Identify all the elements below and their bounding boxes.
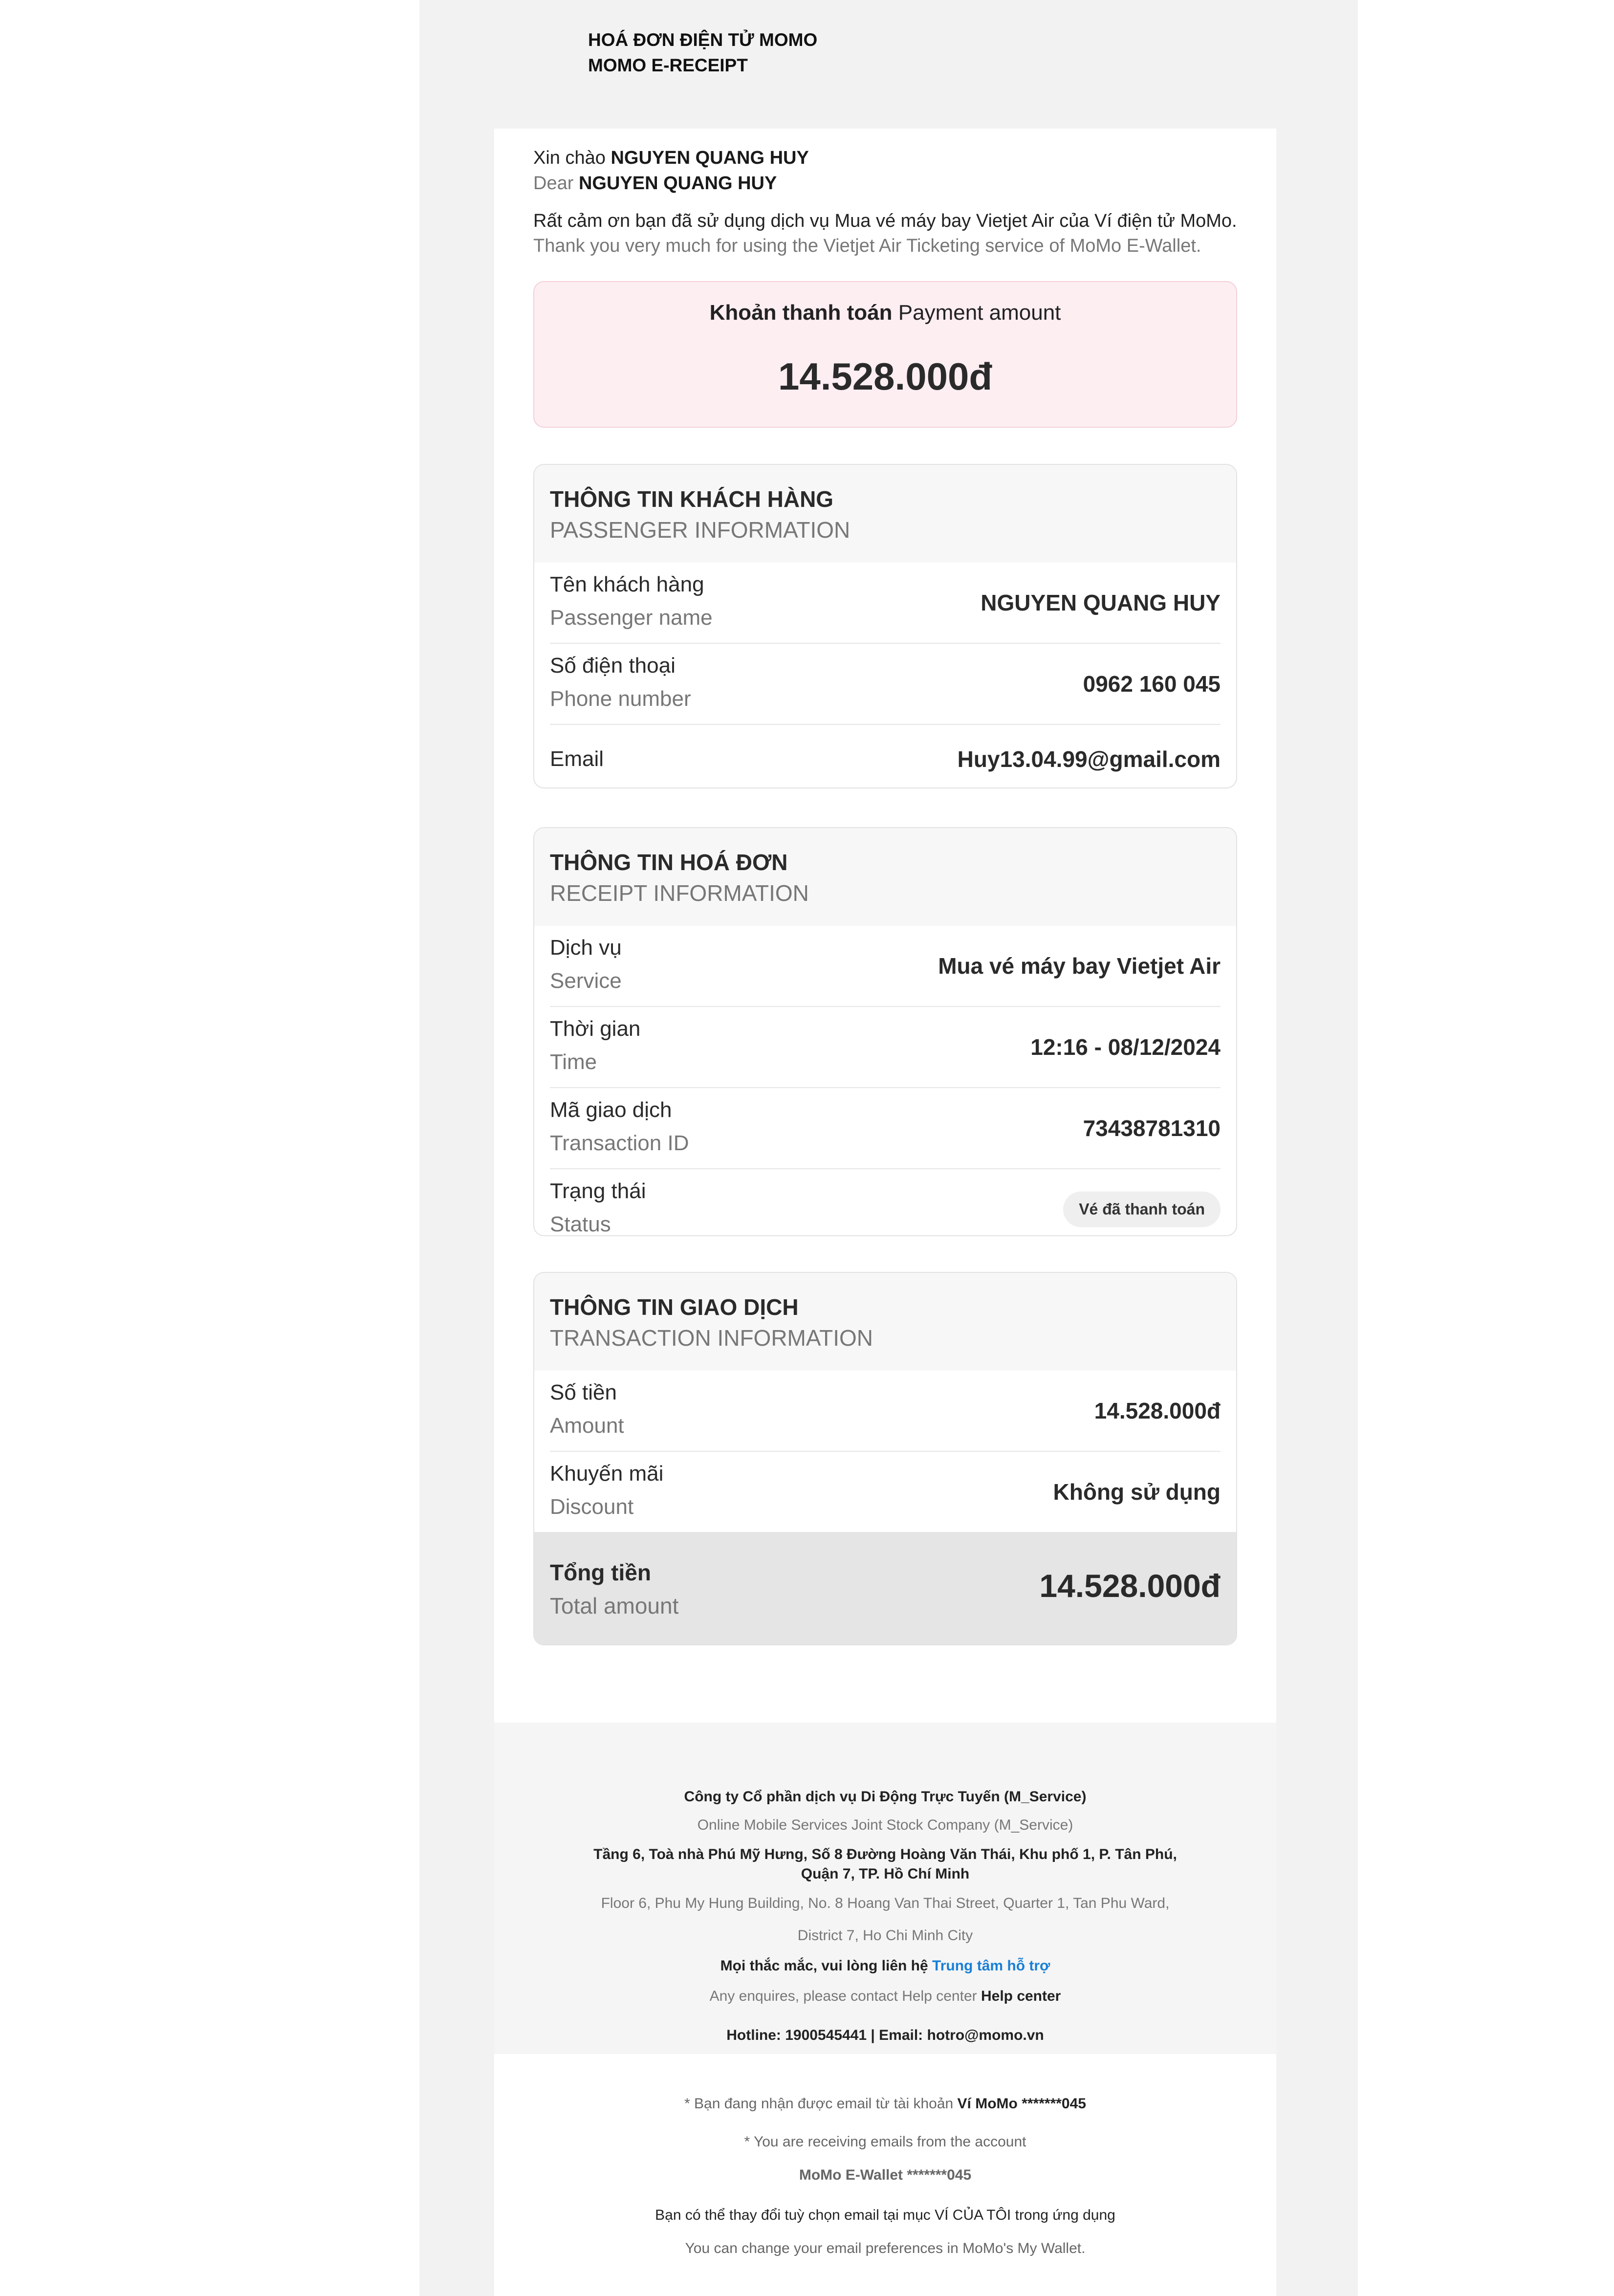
address-vi-line1: Tầng 6, Toà nhà Phú Mỹ Hưng, Số 8 Đường Hoàng Văn Thái, Khu phố 1, P. Tân Phú, <box>593 1846 1177 1862</box>
discount-row <box>550 1452 1221 1532</box>
row-label-en: Transaction ID <box>550 1131 689 1155</box>
receipt-title-en: RECEIPT INFORMATION <box>550 880 809 906</box>
email-row <box>550 725 1221 788</box>
transaction-id-row <box>550 1088 1221 1169</box>
payment-amount: 14.528.000đ <box>778 355 993 398</box>
help-center-link-vi[interactable]: Trung tâm hỗ trợ <box>932 1958 1050 1974</box>
address-en-line2: District 7, Ho Chi Minh City <box>797 1927 973 1944</box>
receipt-title-en: MOMO E-RECEIPT <box>588 55 748 75</box>
receipt-title-vi: THÔNG TIN HOÁ ĐƠN <box>550 850 788 875</box>
contact-vi-text: Mọi thắc mắc, vui lòng liên hệ <box>720 1958 928 1974</box>
row-label-en: Discount <box>550 1495 634 1519</box>
thanks-en: Thank you very much for using the Vietjet Air Ticketing service of MoMo E-Wallet. <box>533 236 1201 256</box>
contact-en <box>494 1987 1276 2006</box>
row-label-en: Passenger name <box>550 606 713 630</box>
greeting-en: Dear <box>533 173 574 194</box>
transaction-section <box>533 1272 1237 1645</box>
passenger-title-vi: THÔNG TIN KHÁCH HÀNG <box>550 486 834 512</box>
thanks-message <box>533 209 1237 259</box>
time-row <box>550 1007 1221 1088</box>
receiving-notice-en: * You are receiving emails from the account <box>744 2134 1026 2150</box>
transaction-id-value: 73438781310 <box>1083 1115 1221 1141</box>
receipt-header <box>588 27 817 78</box>
address-vi-line2: Quận 7, TP. Hồ Chí Minh <box>801 1866 970 1882</box>
payment-label-en: Payment amount <box>898 301 1061 325</box>
wallet-account-vi: Ví MoMo *******045 <box>957 2096 1086 2112</box>
receiving-notice-vi <box>494 2094 1276 2114</box>
status-row <box>550 1169 1221 1236</box>
receipt-header-block <box>534 828 1236 926</box>
passenger-title-en: PASSENGER INFORMATION <box>550 517 851 543</box>
passenger-name-row <box>550 563 1221 644</box>
amount-row <box>550 1371 1221 1452</box>
receiving-text-vi: * Bạn đang nhận được email từ tài khoản <box>684 2096 954 2112</box>
hotline: Hotline: 1900545441 | Email: hotro@momo.vn <box>726 2027 1044 2043</box>
thanks-vi: Rất cảm ơn bạn đã sử dụng dịch vụ Mua vé máy bay Vietjet Air của Ví điện tử MoMo. <box>533 211 1237 231</box>
company-footer <box>494 1723 1276 2054</box>
status-badge: Vé đã thanh toán <box>1063 1192 1221 1227</box>
email-value[interactable]: Huy13.04.99@gmail.com <box>957 746 1221 772</box>
address-en-line1: Floor 6, Phu My Hung Building, No. 8 Hoang Van Thai Street, Quarter 1, Tan Phu Ward, <box>601 1895 1170 1911</box>
company-name-en: Online Mobile Services Joint Stock Company (M_Service) <box>697 1817 1073 1833</box>
row-label-en: Status <box>550 1212 611 1236</box>
amount-value: 14.528.000đ <box>1094 1398 1221 1423</box>
total-row <box>534 1532 1236 1645</box>
company-name-vi: Công ty Cổ phần dịch vụ Di Động Trực Tuyến (M_Service) <box>684 1789 1087 1805</box>
help-center-link-en[interactable]: Help center <box>981 1988 1061 2004</box>
change-preferences-en: You can change your email preferences in MoMo's My Wallet. <box>685 2240 1086 2256</box>
row-label-vi: Khuyến mãi <box>550 1462 664 1486</box>
row-label-en: Amount <box>550 1414 624 1438</box>
customer-name-en: NGUYEN QUANG HUY <box>578 173 777 194</box>
total-value: 14.528.000đ <box>1039 1568 1221 1604</box>
row-label-vi: Số tiền <box>550 1380 617 1404</box>
transaction-title-en: TRANSACTION INFORMATION <box>550 1325 873 1351</box>
transaction-title-vi: THÔNG TIN GIAO DỊCH <box>550 1294 799 1320</box>
email-frame <box>419 0 1358 2296</box>
row-label-vi: Mã giao dịch <box>550 1098 672 1122</box>
customer-name: NGUYEN QUANG HUY <box>611 148 809 168</box>
total-label-vi: Tổng tiền <box>550 1560 651 1585</box>
service-row <box>550 926 1221 1007</box>
passenger-header <box>534 465 1236 563</box>
account-notice <box>494 2054 1276 2296</box>
row-label-vi: Tên khách hàng <box>550 572 704 596</box>
contact-vi <box>494 1956 1276 1976</box>
wallet-account-en: MoMo E-Wallet *******045 <box>799 2167 972 2183</box>
phone-row <box>550 644 1221 725</box>
greeting-vi: Xin chào <box>533 148 606 168</box>
row-label-en: Service <box>550 969 622 993</box>
row-label-vi: Email <box>550 747 604 771</box>
phone-value: 0962 160 045 <box>1083 671 1221 697</box>
passenger-name-value: NGUYEN QUANG HUY <box>981 590 1221 615</box>
change-preferences-vi: Bạn có thể thay đổi tuỳ chọn email tại mục VÍ CỦA TÔI trong ứng dụng <box>655 2207 1115 2223</box>
passenger-section <box>533 464 1237 788</box>
payment-label-vi: Khoản thanh toán <box>709 301 893 325</box>
row-label-en: Phone number <box>550 687 691 711</box>
receipt-section <box>533 827 1237 1236</box>
discount-value: Không sử dụng <box>1053 1479 1221 1505</box>
row-label-en: Time <box>550 1050 597 1074</box>
transaction-header <box>534 1273 1236 1371</box>
row-label-vi: Số điện thoại <box>550 654 676 678</box>
receipt-title-vi: HOÁ ĐƠN ĐIỆN TỬ MOMO <box>588 30 818 50</box>
payment-amount-box <box>533 281 1237 428</box>
row-label-vi: Trạng thái <box>550 1179 646 1203</box>
service-value: Mua vé máy bay Vietjet Air <box>938 953 1221 979</box>
greeting <box>533 145 1237 196</box>
time-value: 12:16 - 08/12/2024 <box>1030 1034 1221 1060</box>
contact-en-text: Any enquires, please contact Help center <box>709 1988 977 2004</box>
row-label-vi: Thời gian <box>550 1017 641 1041</box>
row-label-vi: Dịch vụ <box>550 936 622 960</box>
total-label-en: Total amount <box>550 1593 679 1618</box>
